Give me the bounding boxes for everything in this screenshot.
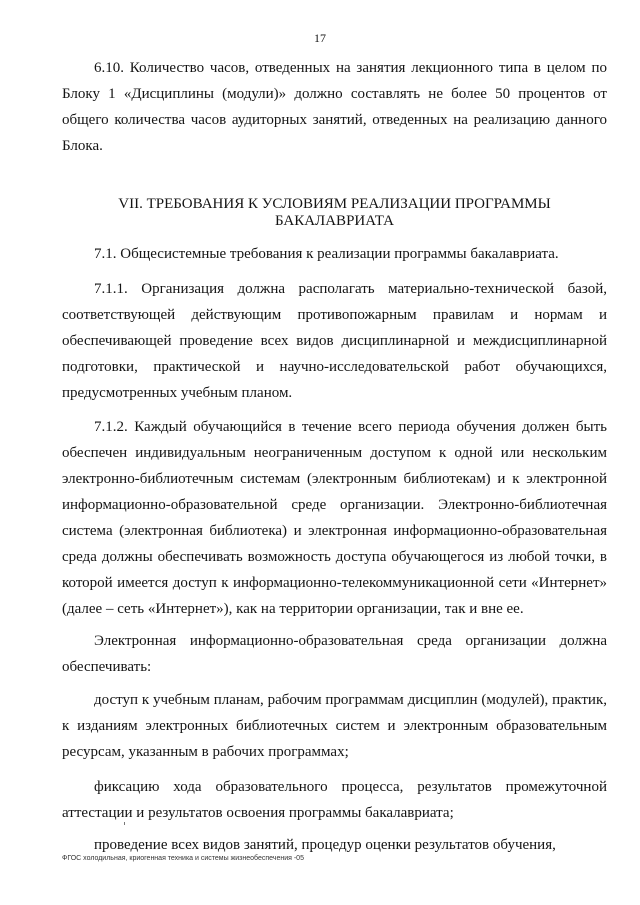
paragraph-6-10: 6.10. Количество часов, отведенных на занятия лекционного типа в целом по Блоку 1 «Дисциплины (модули)» должно составлять не более 50 процентов от общего количества часов аудиторных занятий, отведенных на реализацию данного Блока.: [62, 60, 607, 154]
paragraph-access-item: доступ к учебным планам, рабочим программам дисциплин (модулей), практик, к изданиям электронных библиотечных систем и электронным образовательным ресурсам, указанным в рабочих программах;: [62, 692, 607, 760]
section-title-line-1: VII. ТРЕБОВАНИЯ К УСЛОВИЯМ РЕАЛИЗАЦИИ ПРОГРАММЫ: [118, 196, 551, 212]
paragraph-7-1-1: 7.1.1. Организация должна располагать материально-технической базой, соответствующей действующим противопожарным правилам и нормам и обеспечивающей проведение всех видов дисциплинарной и междисциплинарной подготовки, практической и научно-исследовательской работ обучающихся, предусмотренных учебным планом.: [62, 281, 607, 401]
paragraph-7-1: 7.1. Общесистемные требования к реализации программы бакалавриата.: [94, 246, 559, 262]
paragraph-7-1-2: 7.1.2. Каждый обучающийся в течение всего периода обучения должен быть обеспечен индивидуальным неограниченным доступом к одной или нескольким электронно-библиотечным системам (электронным библиотекам) и к электронной информационно-образовательной среде организации. Электронно-библиотечная система (электронная библиотека) и электронная информационно-образовательная среда должны обеспечивать возможность доступа обучающегося из любой точки, в которой имеется доступ к информационно-телекоммуникационной сети «Интернет» (далее – сеть «Интернет»), как на территории организации, так и вне ее.: [62, 419, 607, 617]
section-title: [62, 196, 607, 230]
paragraph-fixation-item: фиксацию хода образовательного процесса, результатов промежуточной аттестации и результатов освоения программы бакалавриата;: [62, 779, 607, 821]
paragraph-eios-requirements: Электронная информационно-образовательная среда организации должна обеспечивать:: [62, 633, 607, 675]
document-body: [62, 55, 607, 858]
paragraph-conduct-item: проведение всех видов занятий, процедур оценки результатов обучения,: [94, 837, 556, 853]
page-footer: ФГОС холодильная, криогенная техника и системы жизнеобеспечения -05: [62, 855, 304, 862]
scan-speck: [124, 822, 125, 825]
section-title-line-2: БАКАЛАВРИАТА: [274, 213, 395, 229]
page-number: 17: [314, 31, 326, 45]
